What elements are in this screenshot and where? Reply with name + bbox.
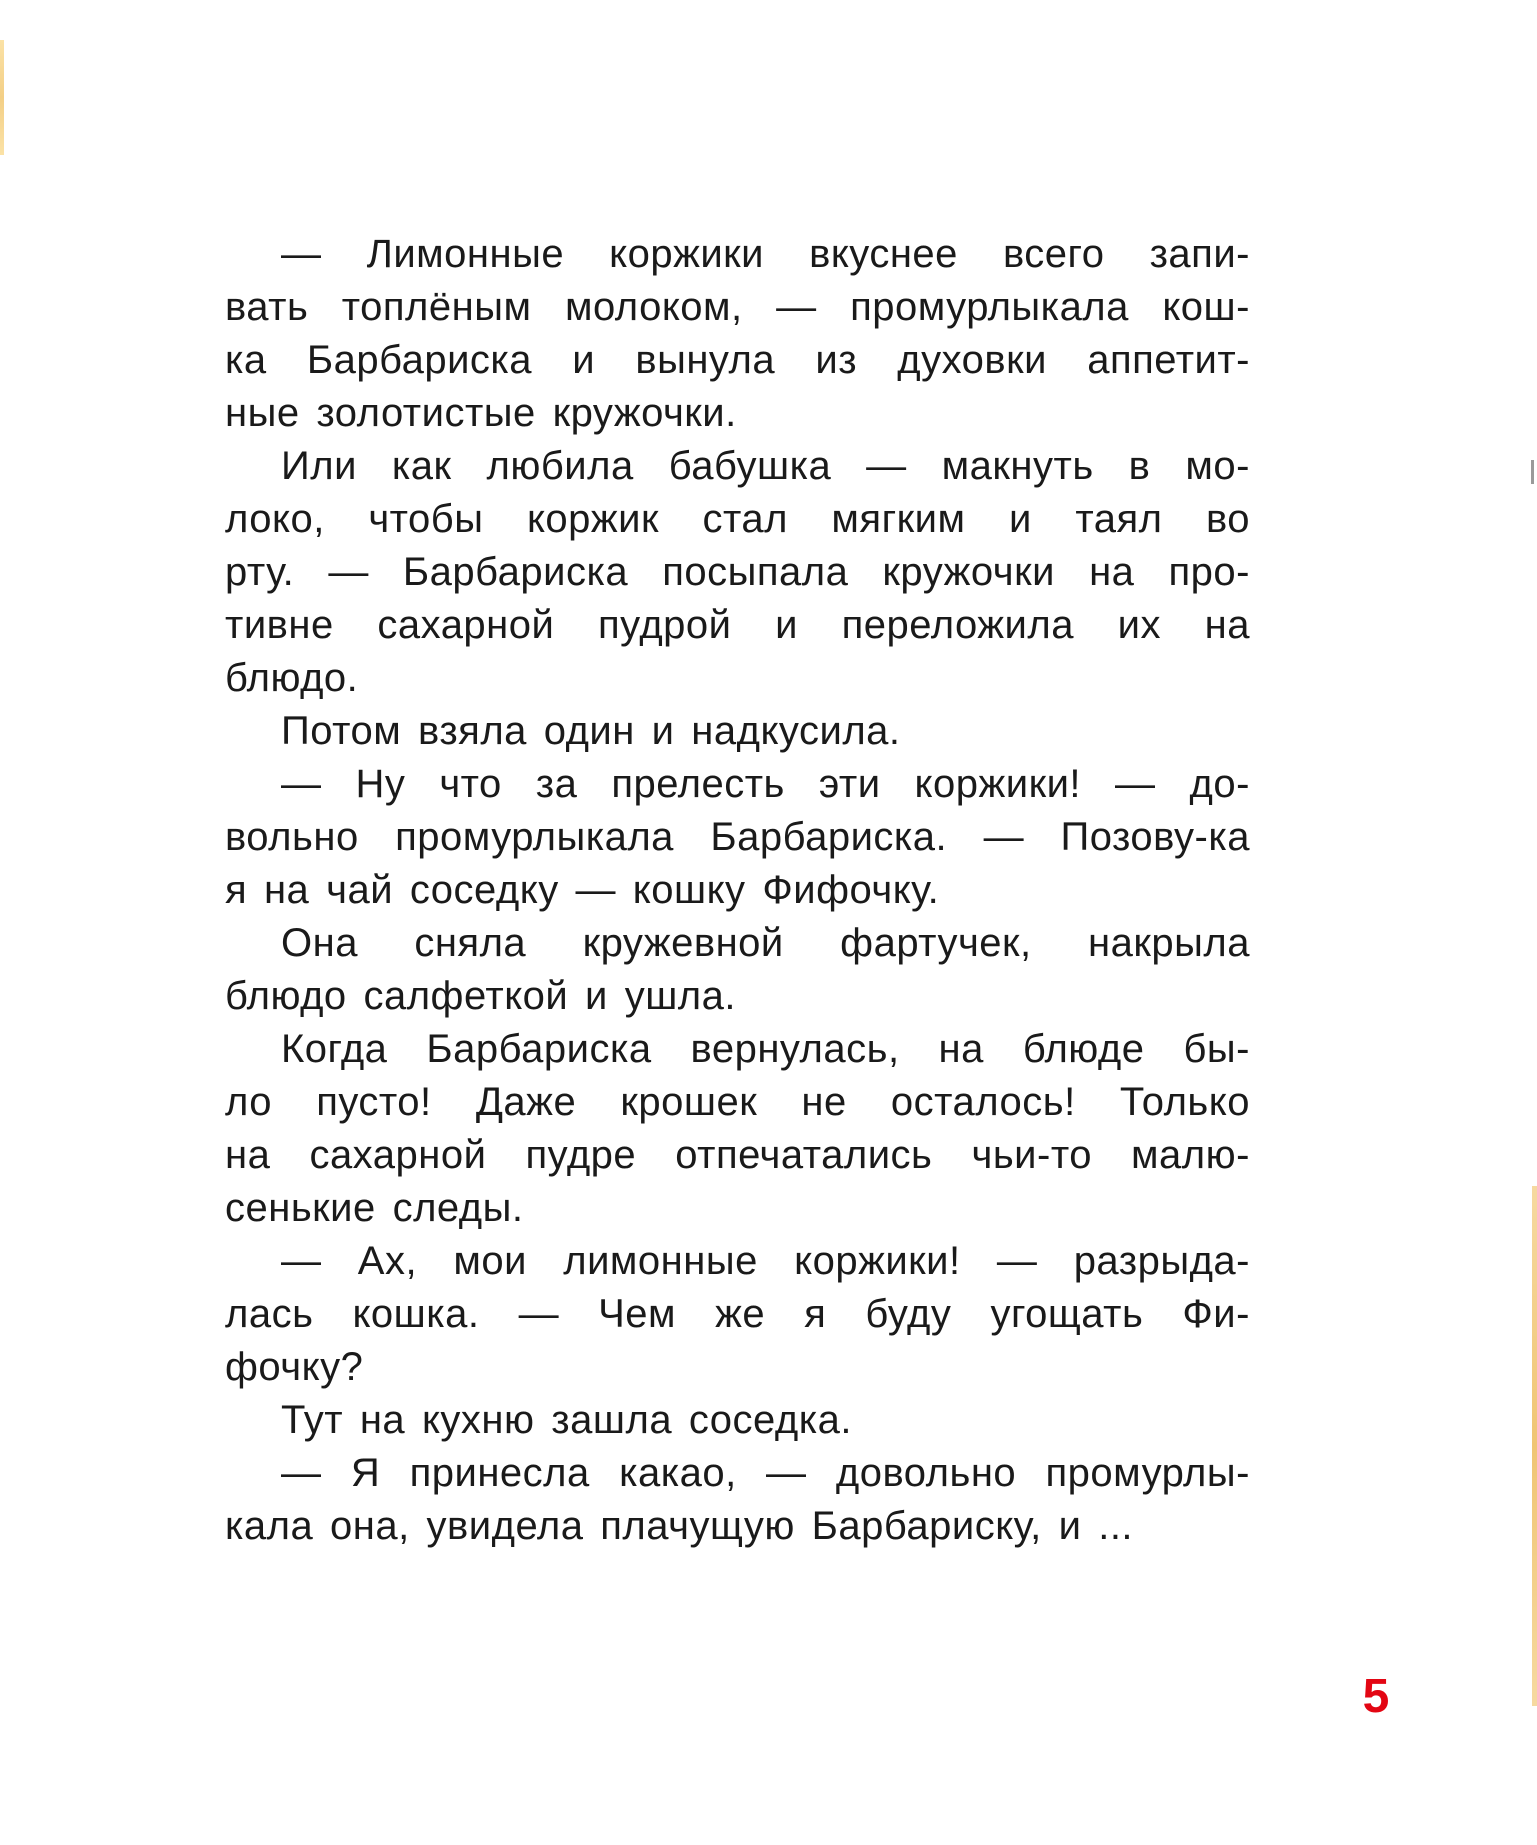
page-edge-mark [1531, 460, 1534, 484]
text-line: вать топлёным молоком, — промурлыкала кош- [225, 285, 1250, 329]
text-line: Тут на кухню зашла соседка. [281, 1398, 852, 1442]
page-number: 5 [1362, 1670, 1390, 1723]
text-line: ные золотистые кружочки. [225, 391, 737, 435]
text-line: — Ну что за прелесть эти коржики! — до- [281, 762, 1250, 806]
text-line: — Ах, мои лимонные коржики! — разрыда- [281, 1239, 1250, 1283]
paragraph [225, 758, 1250, 917]
paragraph [225, 228, 1250, 440]
text-line: лась кошка. — Чем же я буду угощать Фи- [225, 1292, 1250, 1336]
text-line: тивне сахарной пудрой и переложила их на [225, 603, 1250, 647]
text-line: Потом взяла один и надкусила. [281, 709, 901, 753]
paragraph [225, 1023, 1250, 1235]
text-line: — Лимонные коржики вкуснее всего запи- [281, 232, 1250, 276]
paragraph [225, 1447, 1250, 1553]
text-line: Когда Барбариска вернулась, на блюде бы- [281, 1027, 1250, 1071]
text-line: я на чай соседку — кошку Фифочку. [225, 868, 940, 912]
text-line: на сахарной пудре отпечатались чьи-то малю- [225, 1133, 1250, 1177]
text-line: ка Барбариска и вынула из духовки аппетит- [225, 338, 1250, 382]
text-line: — Я принесла какао, — довольно промурлы- [281, 1451, 1250, 1495]
text-line: Или как любила бабушка — макнуть в мо- [281, 444, 1250, 488]
paragraph [225, 440, 1250, 705]
text-line: ло пусто! Даже крошек не осталось! Только [225, 1080, 1250, 1124]
text-line: блюдо. [225, 656, 359, 700]
paragraph [225, 705, 1250, 758]
story-text [225, 228, 1250, 1553]
paragraph [225, 1394, 1250, 1447]
text-line: Она сняла кружевной фартучек, накрыла [281, 921, 1250, 965]
page-edge-left [0, 40, 4, 155]
page-edge-right [1532, 1186, 1537, 1706]
text-line: локо, чтобы коржик стал мягким и таял во [225, 497, 1250, 541]
text-line: фочку? [225, 1345, 364, 1389]
text-line: блюдо салфеткой и ушла. [225, 974, 736, 1018]
text-line: вольно промурлыкала Барбариска. — Позову-ка [225, 815, 1250, 859]
paragraph [225, 917, 1250, 1023]
text-line: сенькие следы. [225, 1186, 524, 1230]
text-line: рту. — Барбариска посыпала кружочки на про- [225, 550, 1250, 594]
paragraph [225, 1235, 1250, 1394]
text-line: кала она, увидела плачущую Барбариску, и ... [225, 1504, 1134, 1548]
